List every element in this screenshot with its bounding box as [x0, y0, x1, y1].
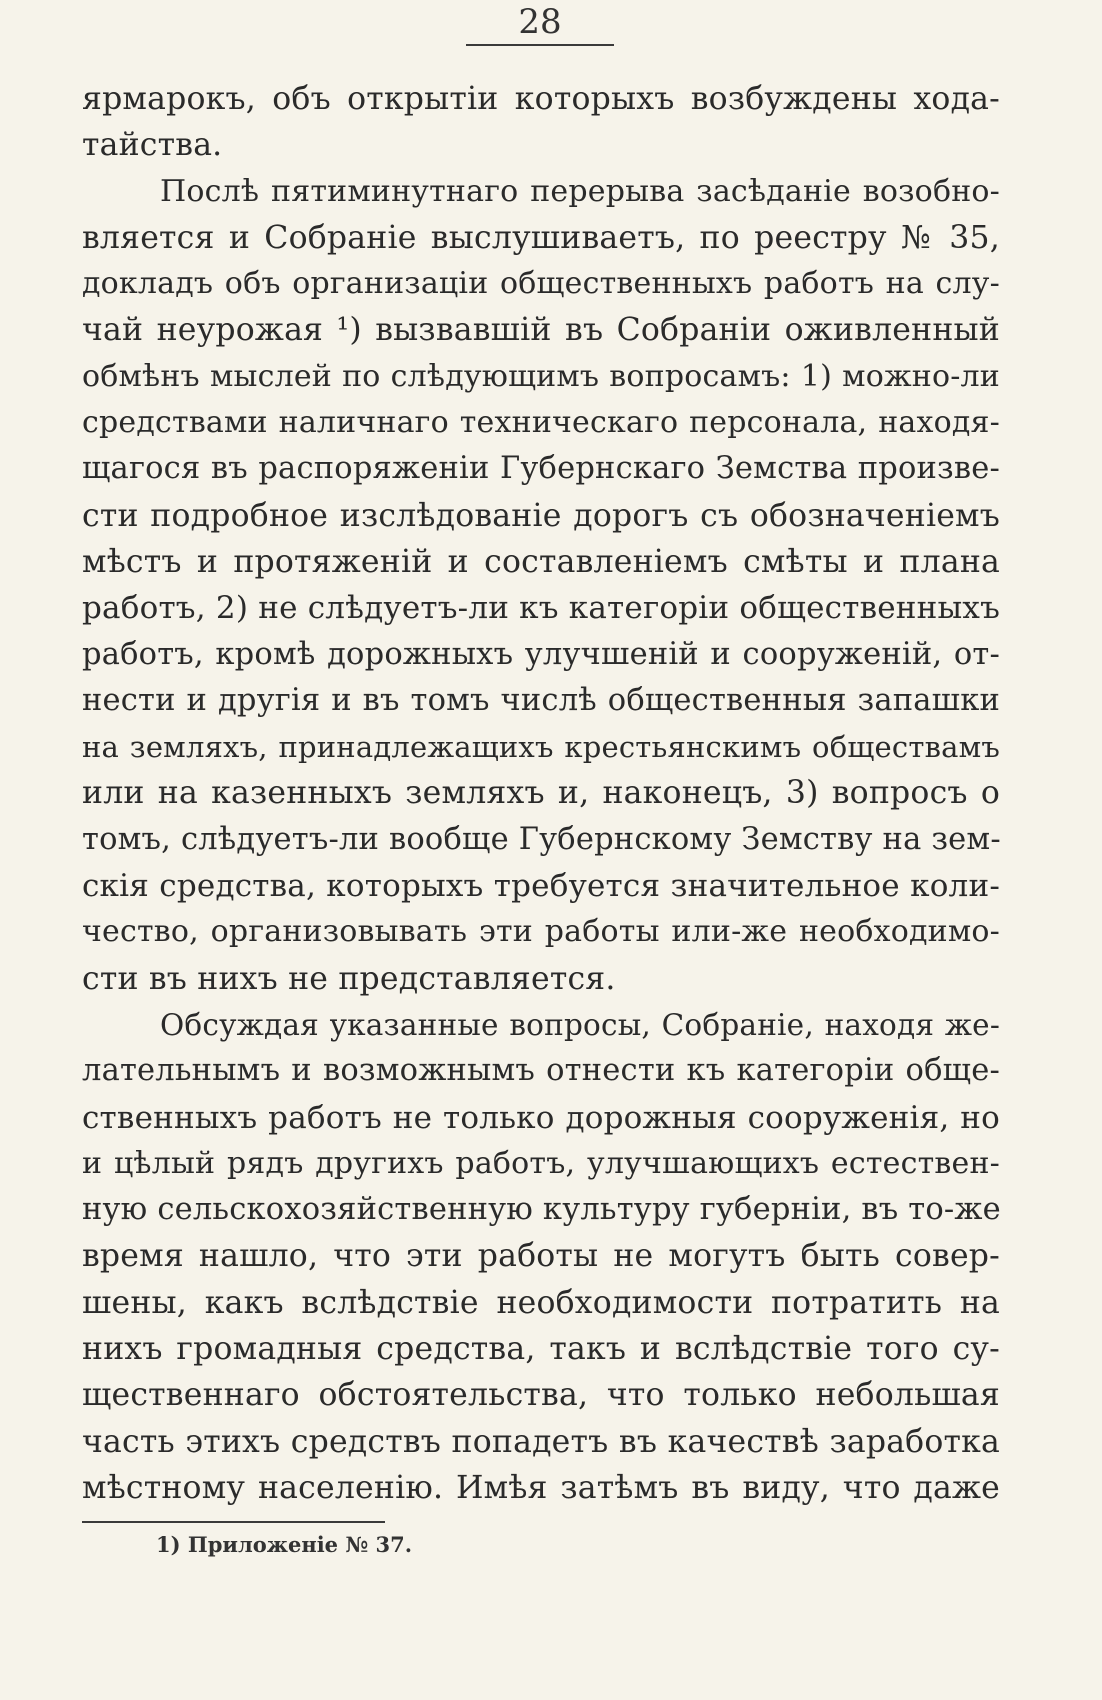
- text-line: ную сельскохозяйственную культуру губерніи, въ то-же: [82, 1192, 1001, 1228]
- text-line: докладъ объ организаціи общественныхъ работъ на слу-: [82, 266, 1000, 302]
- page-number-rule: [466, 44, 614, 46]
- text-line: мѣстному населенію. Имѣя затѣмъ въ виду, что даже: [82, 1469, 1000, 1506]
- text-line: время нашло, что эти работы не могутъ быть совер-: [82, 1238, 1000, 1275]
- text-line: и цѣлый рядъ другихъ работъ, улучшающихъ естествен-: [82, 1145, 1000, 1181]
- text-line: ственныхъ работъ не только дорожныя сооруженія, но: [82, 1099, 1000, 1136]
- body-text: [82, 76, 1000, 1511]
- text-line: работъ, 2) не слѣдуетъ-ли къ категоріи общественныхъ: [82, 590, 1000, 627]
- text-line: Обсуждая указанные вопросы, Собраніе, находя же-: [160, 1007, 1000, 1042]
- text-line: вляется и Собраніе выслушиваетъ, по реестру № 35,: [82, 219, 1000, 256]
- text-line: сти подробное изслѣдованіе дорогъ съ обозначеніемъ: [82, 497, 1000, 534]
- text-line: на земляхъ, принадлежащихъ крестьянскимъ обществамъ: [82, 730, 1000, 765]
- text-line: лательнымъ и возможнымъ отнести къ категоріи обще-: [82, 1053, 1000, 1089]
- text-line: мѣстъ и протяженій и составленіемъ смѣты и плана: [82, 543, 1000, 580]
- text-line: скія средства, которыхъ требуется значительное коли-: [82, 868, 1000, 905]
- text-line: нихъ громадныя средства, такъ и вслѣдствіе того су-: [82, 1331, 1000, 1368]
- text-line: обмѣнъ мыслей по слѣдующимъ вопросамъ: 1) можно-ли: [82, 358, 1000, 394]
- text-line: тайства.: [82, 127, 223, 164]
- text-line: ярмарокъ, объ открытіи которыхъ возбуждены хода-: [82, 81, 1000, 117]
- text-line: работъ, кромѣ дорожныхъ улучшеній и сооруженій, от-: [82, 636, 1000, 672]
- text-line: шены, какъ вслѣдствіе необходимости потратить на: [82, 1284, 1000, 1321]
- text-line: средствами наличнаго техническаго персонала, находя-: [82, 405, 1000, 441]
- text-line: щагося въ распоряженіи Губернскаго Земства произве-: [82, 451, 1000, 487]
- text-line: Послѣ пятиминутнаго перерыва засѣданіе возобно-: [160, 173, 1000, 209]
- text-line: чай неурожая ¹) вызвавшій въ Собраніи оживленный: [82, 312, 1000, 349]
- footnote: 1) Приложеніе № 37.: [156, 1532, 413, 1557]
- text-line: чество, организовывать эти работы или-же необходимо-: [82, 914, 1000, 950]
- text-line: сти въ нихъ не представляется.: [82, 960, 616, 997]
- page-number: 28: [518, 2, 562, 42]
- text-line: или на казенныхъ земляхъ и, наконецъ, 3) вопросъ о: [82, 775, 1000, 812]
- text-line: томъ, слѣдуетъ-ли вообще Губернскому Земству на зем-: [82, 821, 1001, 857]
- footnote-rule: [82, 1521, 385, 1523]
- text-line: часть этихъ средствъ попадетъ въ качествѣ заработка: [82, 1423, 1000, 1460]
- text-line: щественнаго обстоятельства, что только небольшая: [82, 1377, 1000, 1414]
- text-line: нести и другія и въ томъ числѣ общественныя запашки: [82, 682, 1000, 718]
